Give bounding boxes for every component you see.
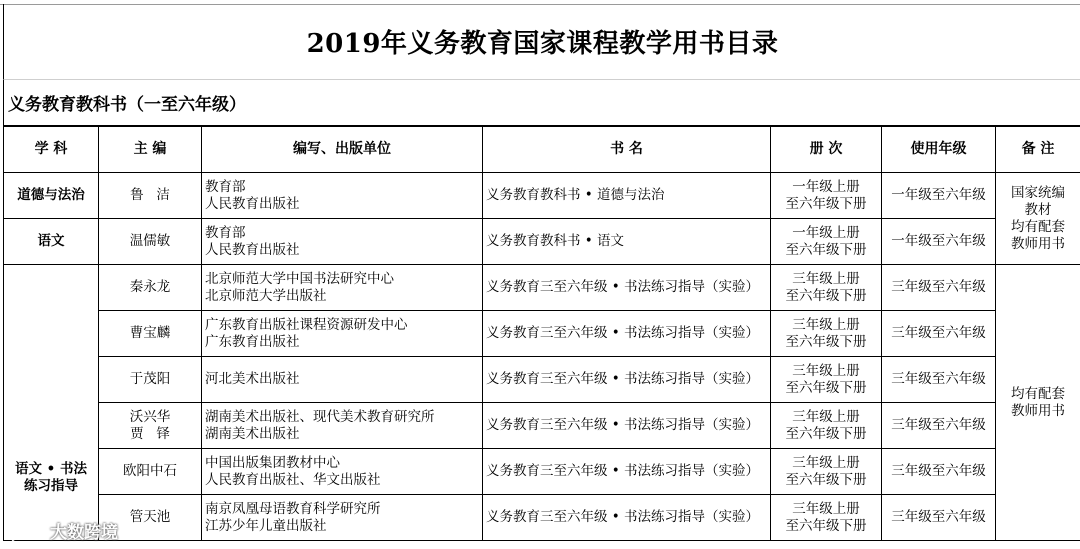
note-line: 国家统编 — [1011, 184, 1065, 201]
note-line: 均有配套 — [1011, 218, 1065, 235]
header-editor: 主 编 — [99, 127, 202, 173]
volume-line: 三年级上册 — [792, 454, 860, 471]
publisher-line: 湖南美术出版社、现代美术教育研究所 — [205, 408, 435, 425]
publisher-line: 广东教育出版社 — [205, 333, 300, 350]
volumes-cell — [771, 219, 882, 265]
publisher-cell — [202, 357, 483, 403]
header-volumes: 册 次 — [771, 127, 882, 173]
book-cell: 义务教育三至六年级 • 书法练习指导（实验） — [483, 357, 771, 403]
table-row — [4, 357, 1080, 403]
publisher-line: 南京凤凰母语教育科学研究所 — [205, 500, 381, 517]
table-row — [4, 449, 1080, 495]
volume-line: 三年级上册 — [792, 270, 860, 287]
volume-line: 至六年级下册 — [785, 517, 867, 534]
section-heading: 义务教育教科书（一至六年级） — [3, 80, 1080, 126]
book-cell: 义务教育三至六年级 • 书法练习指导（实验） — [483, 311, 771, 357]
page-title: 2019年义务教育国家课程教学用书目录 — [3, 4, 1080, 80]
note-line: 教材 — [1024, 201, 1052, 218]
volume-line: 三年级上册 — [792, 500, 860, 517]
volume-line: 一年级上册 — [792, 224, 860, 241]
publisher-line: 河北美术出版社 — [205, 371, 300, 387]
editor-line: 贾 铎 — [130, 425, 170, 442]
book-cell: 义务教育教科书 • 道德与法治 — [483, 173, 771, 219]
volumes-cell — [771, 265, 882, 311]
editor-cell — [99, 403, 202, 449]
note-cell — [996, 265, 1080, 541]
publisher-line: 中国出版集团教材中心 — [205, 454, 340, 471]
publisher-line: 江苏少年儿童出版社 — [205, 517, 327, 534]
publisher-cell — [202, 311, 483, 357]
editor-cell: 曹宝麟 — [99, 311, 202, 357]
table-row — [4, 173, 1080, 219]
subject-cell: 道德与法治 — [4, 173, 99, 219]
subject-cell-calligraphy — [4, 265, 99, 541]
note-line: 均有配套 — [1011, 385, 1065, 402]
header-book: 书 名 — [483, 127, 771, 173]
editor-cell: 欧阳中石 — [99, 449, 202, 495]
volume-line: 一年级上册 — [792, 178, 860, 195]
publisher-line: 北京师范大学出版社 — [205, 287, 327, 304]
publisher-cell — [202, 265, 483, 311]
subject-line: 练习指导 — [24, 477, 78, 494]
grades-cell: 三年级至六年级 — [882, 311, 996, 357]
subject-line: 语文 • 书法 — [14, 460, 88, 477]
editor-cell: 管天池 — [99, 495, 202, 541]
volumes-cell — [771, 495, 882, 541]
note-line: 教师用书 — [1011, 402, 1065, 419]
volume-line: 三年级上册 — [792, 362, 860, 379]
publisher-line: 教育部 — [205, 224, 246, 241]
grades-cell: 三年级至六年级 — [882, 495, 996, 541]
table-row — [4, 495, 1080, 541]
volume-line: 三年级上册 — [792, 316, 860, 333]
grades-cell: 三年级至六年级 — [882, 449, 996, 495]
publisher-cell — [202, 219, 483, 265]
volume-line: 至六年级下册 — [785, 287, 867, 304]
publisher-cell — [202, 173, 483, 219]
publisher-cell — [202, 403, 483, 449]
volume-line: 三年级上册 — [792, 408, 860, 425]
editor-cell: 鲁 洁 — [99, 173, 202, 219]
volume-line: 至六年级下册 — [785, 195, 867, 212]
grades-cell: 三年级至六年级 — [882, 403, 996, 449]
header-row — [4, 127, 1080, 173]
volume-line: 至六年级下册 — [785, 241, 867, 258]
volume-line: 至六年级下册 — [785, 379, 867, 396]
publisher-cell — [202, 495, 483, 541]
volumes-cell — [771, 357, 882, 403]
publisher-line: 广东教育出版社课程资源研发中心 — [205, 316, 408, 333]
table-row — [4, 403, 1080, 449]
volumes-cell — [771, 403, 882, 449]
book-cell: 义务教育三至六年级 • 书法练习指导（实验） — [483, 495, 771, 541]
book-cell: 义务教育教科书 • 语文 — [483, 219, 771, 265]
publisher-line: 人民教育出版社、华文出版社 — [205, 471, 381, 488]
volumes-cell — [771, 449, 882, 495]
volume-line: 至六年级下册 — [785, 425, 867, 442]
table-row — [4, 219, 1080, 265]
note-cell — [996, 173, 1080, 265]
grades-cell: 三年级至六年级 — [882, 265, 996, 311]
publisher-line: 人民教育出版社 — [205, 195, 300, 212]
grades-cell: 三年级至六年级 — [882, 357, 996, 403]
volumes-cell — [771, 311, 882, 357]
table-row — [4, 265, 1080, 311]
header-notes: 备 注 — [996, 127, 1080, 173]
table-row — [4, 311, 1080, 357]
editor-cell: 于茂阳 — [99, 357, 202, 403]
book-cell: 义务教育三至六年级 • 书法练习指导（实验） — [483, 449, 771, 495]
catalog-table — [3, 126, 1080, 541]
volume-line: 至六年级下册 — [785, 471, 867, 488]
header-grades: 使用年级 — [882, 127, 996, 173]
editor-cell: 秦永龙 — [99, 265, 202, 311]
volumes-cell — [771, 173, 882, 219]
publisher-line: 教育部 — [205, 178, 246, 195]
header-publisher: 编写、出版单位 — [202, 127, 483, 173]
grades-cell: 一年级至六年级 — [882, 219, 996, 265]
editor-line: 沃兴华 — [129, 408, 171, 425]
watermark-text: 大数跨境 — [50, 522, 118, 543]
book-cell: 义务教育三至六年级 • 书法练习指导（实验） — [483, 403, 771, 449]
publisher-cell — [202, 449, 483, 495]
publisher-line: 湖南美术出版社 — [205, 425, 300, 442]
book-cell: 义务教育三至六年级 • 书法练习指导（实验） — [483, 265, 771, 311]
editor-cell: 温儒敏 — [99, 219, 202, 265]
publisher-line: 人民教育出版社 — [205, 241, 300, 258]
publisher-line: 北京师范大学中国书法研究中心 — [205, 270, 394, 287]
note-line: 教师用书 — [1011, 235, 1065, 252]
volume-line: 至六年级下册 — [785, 333, 867, 350]
grades-cell: 一年级至六年级 — [882, 173, 996, 219]
subject-cell: 语文 — [4, 219, 99, 265]
header-subject: 学 科 — [4, 127, 99, 173]
